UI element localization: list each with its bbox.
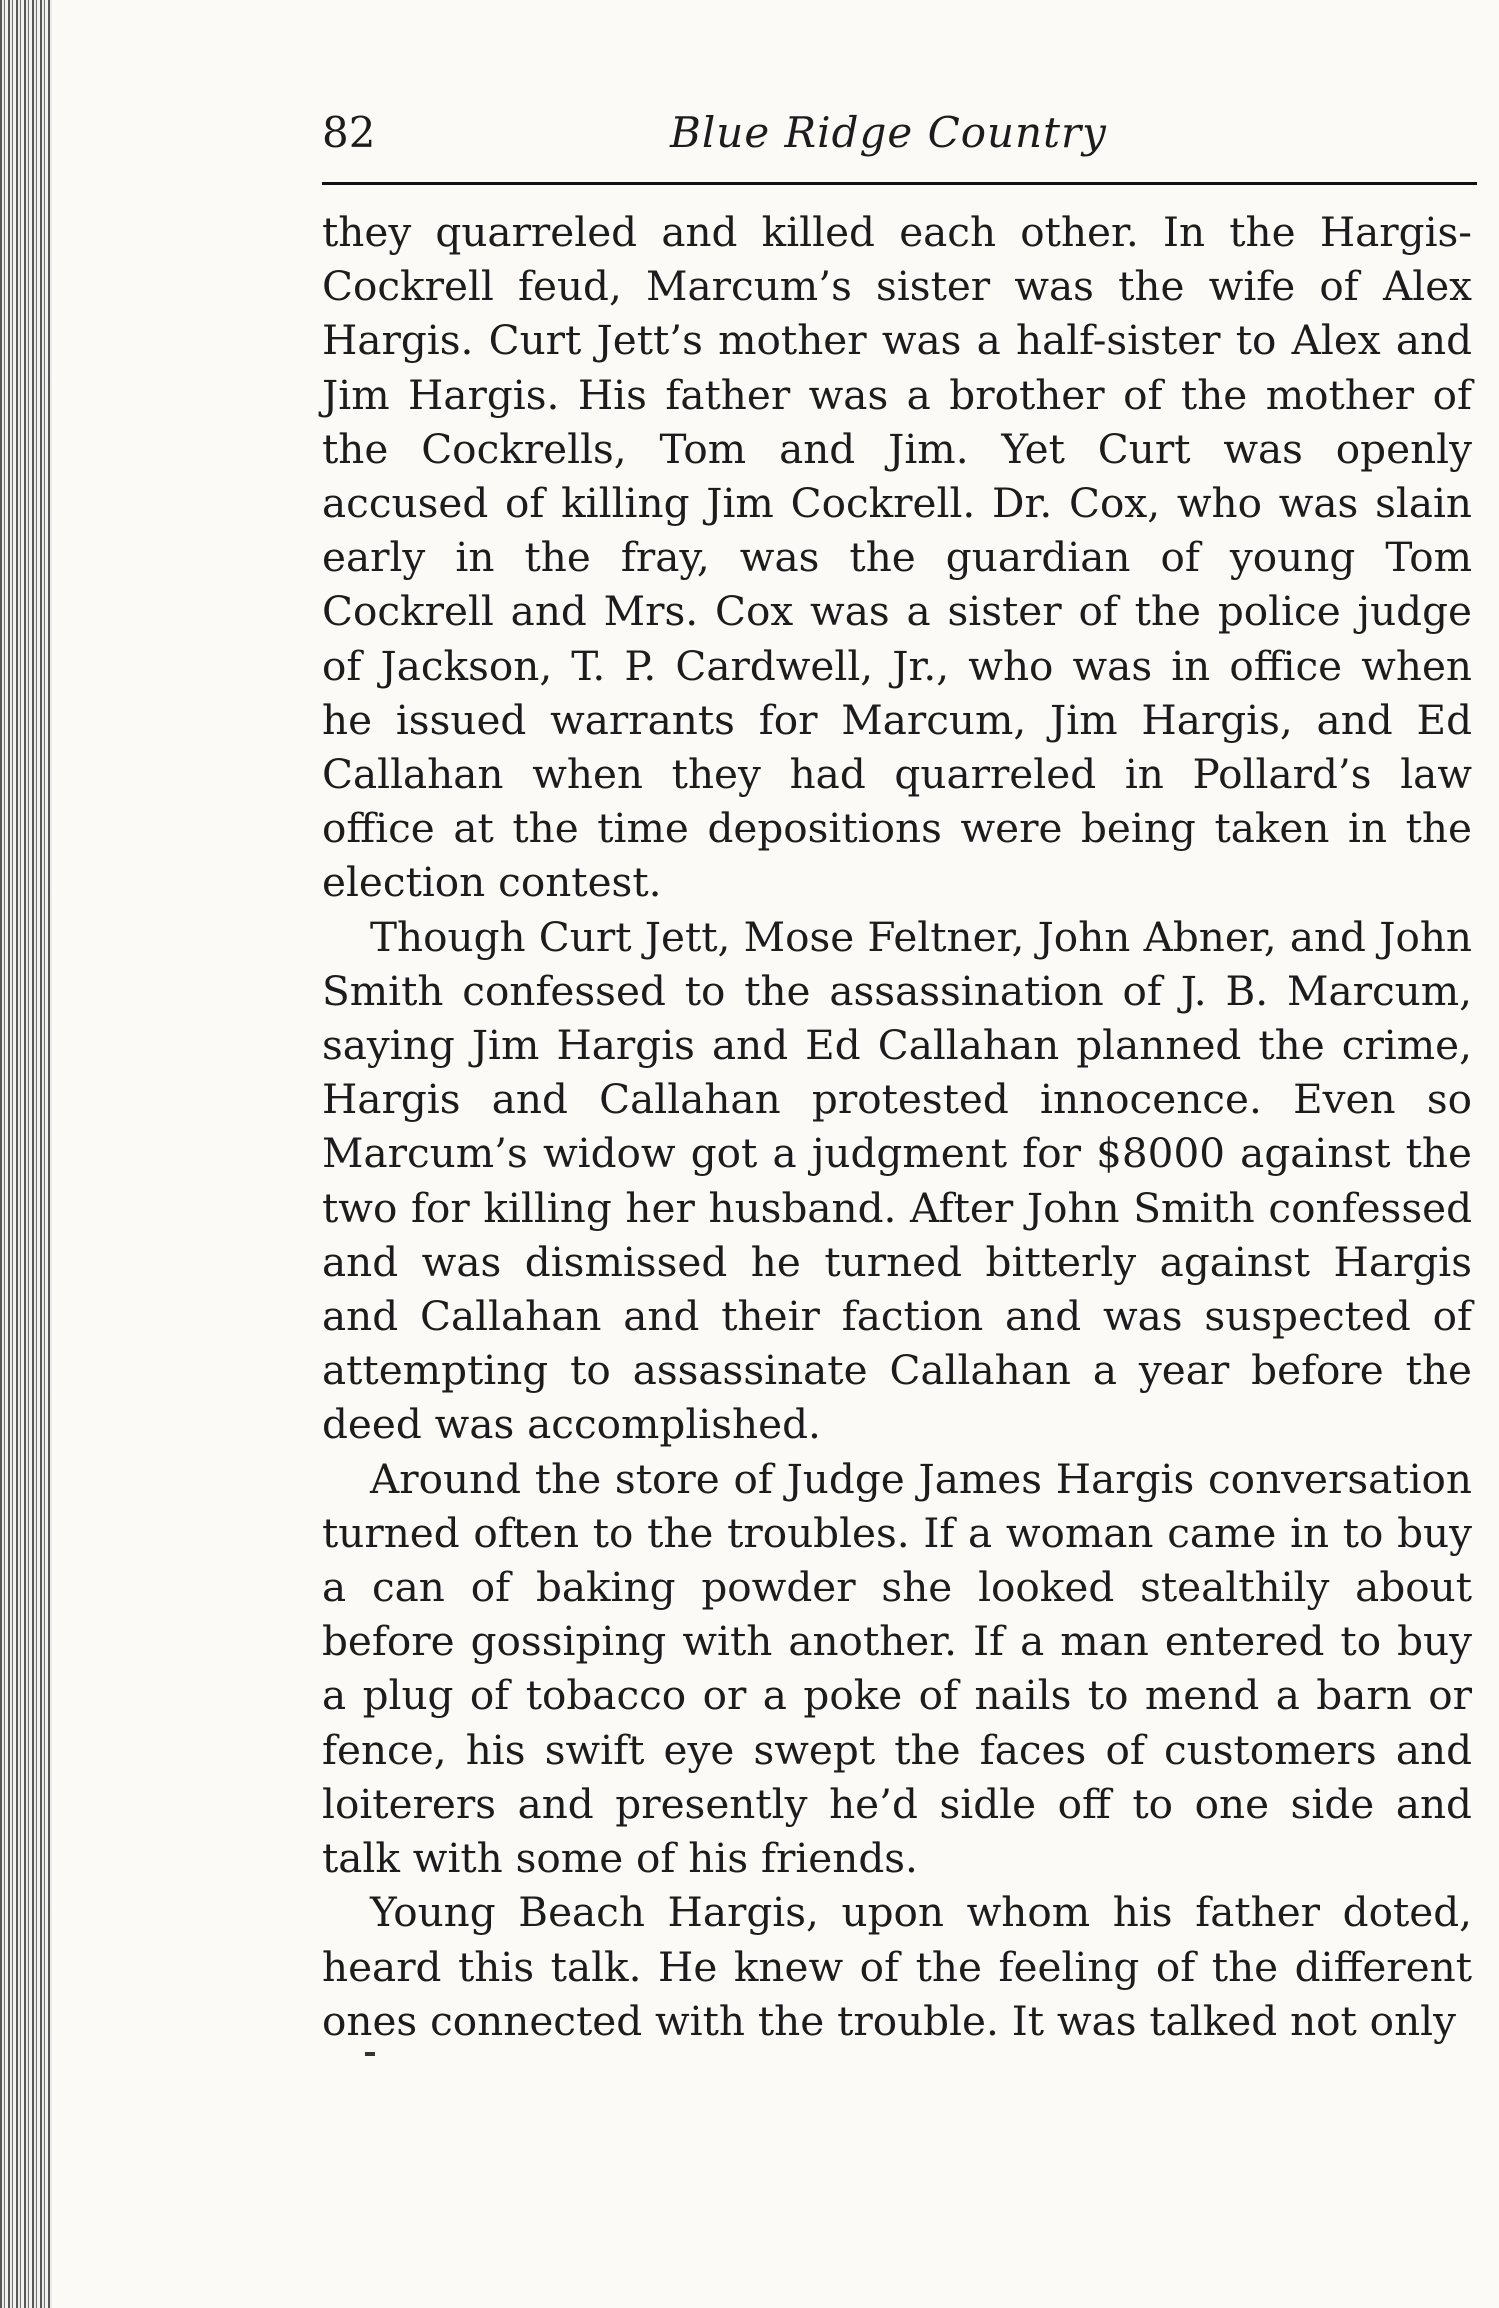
scan-binding-edge (0, 0, 52, 2308)
paragraph-1: they quarreled and killed each other. In the Hargis-Cockrell feud, Marcum’s sister was the wife of Alex Hargis. Curt Jett’s mother was a half-sister to Alex and Jim Hargis. His father was a brother of the mother of the Cockrells, Tom and Jim. Yet Curt was openly accused of killing Jim Cockrell. Dr. Cox, who was slain early in the fray, was the guardian of young Tom Cockrell and Mrs. Cox was a sister of the police judge of Jackson, T. P. Cardwell, Jr., who was in office when he issued warrants for Marcum, Jim Hargis, and Ed Callahan when they had quarreled in Pollard’s law office at the time depositions were being taken in the election contest. (322, 208, 1472, 907)
paragraph-2: Though Curt Jett, Mose Feltner, John Abner, and John Smith confessed to the assassination of J. B. Marcum, saying Jim Hargis and Ed Callahan planned the crime, Hargis and Callahan protested innocence. Even so Marcum’s widow got a judgment for $8000 against the two for killing her husband. After John Smith confessed and was dismissed he turned bitterly against Hargis and Callahan and their faction and was suspected of attempting to assassinate Callahan a year before the deed was accomplished. (322, 912, 1472, 1449)
running-title: Blue Ridge Country (670, 108, 1107, 157)
ink-speck (365, 2052, 375, 2056)
body-text (322, 205, 1472, 2048)
header-rule (322, 182, 1477, 185)
page-header (322, 100, 1492, 172)
page-number: 82 (322, 108, 376, 157)
paragraph-3: Around the store of Judge James Hargis conversation turned often to the troubles. If a woman came in to buy a can of baking powder she looked stealthily about before gossiping with another. If a man entered to buy a plug of tobacco or a poke of nails to mend a barn or fence, his swift eye swept the faces of customers and loiterers and presently he’d sidle off to one side and talk with some of his friends. (322, 1454, 1472, 1883)
book-page (322, 100, 1492, 2048)
paragraph-4: Young Beach Hargis, upon whom his father doted, heard this talk. He knew of the feeling of the different ones connected with the trouble. It was talked not only (322, 1888, 1472, 2045)
